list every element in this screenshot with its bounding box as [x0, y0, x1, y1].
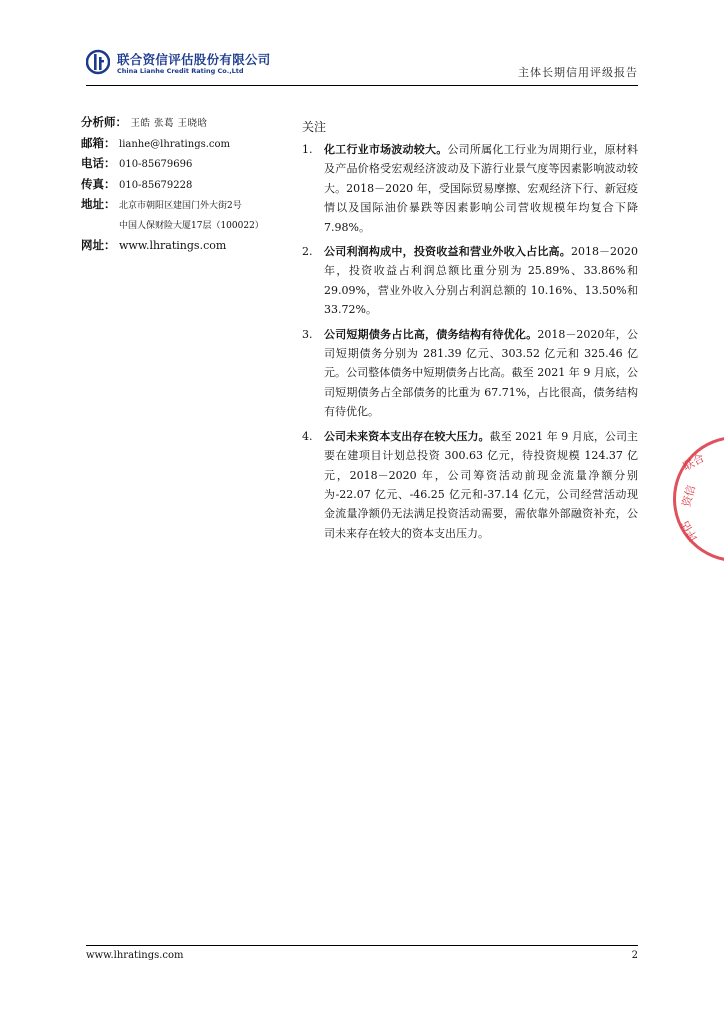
footer-website[interactable]: www.lhratings.com — [86, 950, 184, 961]
focus-item-number: 2. — [302, 245, 313, 259]
email-label: 邮箱： — [81, 135, 116, 150]
company-name-cn: 联合资信评估股份有限公司 — [117, 52, 271, 67]
report-type: 主体长期信用评级报告 — [518, 66, 638, 79]
focus-title: 关注 — [302, 120, 327, 134]
focus-item — [302, 427, 638, 543]
focus-item-number: 1. — [302, 143, 313, 156]
analyst-names: 王皓 张葛 王晓晗 — [130, 118, 208, 129]
focus-item-number: 4. — [302, 429, 313, 443]
focus-item — [302, 242, 638, 320]
svg-text:评估: 评估 — [678, 518, 701, 544]
phone-label: 电话： — [81, 156, 116, 170]
focus-section — [302, 118, 638, 548]
company-name-en: China Lianhe Credit Rating Co.,Ltd — [117, 67, 244, 75]
web-label: 网址： — [81, 238, 116, 252]
focus-item — [302, 325, 638, 422]
focus-item-heading: 公司未来资本支出存在较大压力。 — [324, 429, 490, 443]
analyst-label: 分析师： — [81, 115, 127, 129]
phone-row — [81, 153, 296, 174]
footer-divider — [86, 945, 638, 946]
focus-item-heading: 公司利润构成中，投资收益和营业外收入占比高。 — [324, 245, 571, 259]
focus-item-body: 公司所属化工行业为周期行业，原材料及产品价格受宏观经济波动及下游行业景气度等因素影响波动较大。2018－2020 年，受国际贸易摩擦、宏观经济下行、新冠疫情以及国际油价暴跌等因素影响公司营收规模年均复合下降 7.98%。 — [324, 143, 639, 234]
fax-value: 010-85679228 — [119, 179, 193, 191]
contact-block — [81, 112, 296, 256]
focus-item-number: 3. — [302, 327, 313, 341]
address-row-2 — [81, 215, 296, 236]
page-number: 2 — [631, 950, 638, 961]
fax-label: 传真： — [81, 176, 116, 191]
address-line2: 中国人保财险大厦17层（100022） — [119, 220, 264, 231]
svg-text:联合: 联合 — [680, 451, 707, 474]
focus-item-heading: 公司短期债务占比高，债务结构有待优化。 — [324, 327, 538, 341]
email-row — [81, 133, 296, 154]
page-header — [86, 44, 638, 84]
phone-value: 010-85679696 — [119, 159, 193, 170]
email-value[interactable]: lianhe@lhratings.com — [119, 138, 231, 150]
fax-row — [81, 174, 296, 195]
seal-lettering-icon — [678, 440, 724, 550]
focus-item — [302, 140, 638, 237]
focus-item-body: 截至 2021 年 9 月底，公司主要在建项目计划总投资 300.63 亿元，待投资规模 124.37 亿元，2018－2020 年，公司筹资活动前现金流量净额分别为-22.07 亿元、-46.25 亿元和-37.14 亿元，公司经营活动现金流量净额仍无法满足投资活动需要，需依靠外部融资补充，公司未来存在较大的资本支出压力。 — [324, 429, 639, 540]
lianhe-logo-icon — [86, 48, 110, 76]
analyst-row — [81, 112, 296, 133]
address-label: 地址： — [81, 197, 116, 211]
focus-item-body: 2018－2020年，公司短期债务分别为 281.39 亿元、303.52 亿元和 325.46 亿元。公司整体债务中短期债务占比高。截至 2021 年 9 月底，公司短期债务占全部债务的比重为 67.71%，占比很高，债务结构有待优化。 — [324, 327, 638, 419]
web-value[interactable]: www.lhratings.com — [119, 239, 227, 252]
focus-item-body: 2018－2020 年，投资收益占利润总额比重分别为 25.89%、33.86%和 29.09%，营业外收入分别占利润总额的 10.16%、13.50%和 33.72%。 — [324, 245, 638, 317]
svg-text:资信: 资信 — [679, 483, 699, 509]
address-line1: 北京市朝阳区建国门外大街2号 — [119, 201, 242, 211]
web-row — [81, 235, 296, 256]
header-divider — [86, 85, 638, 86]
focus-item-heading: 化工行业市场波动较大。 — [324, 143, 448, 156]
address-row — [81, 194, 296, 215]
